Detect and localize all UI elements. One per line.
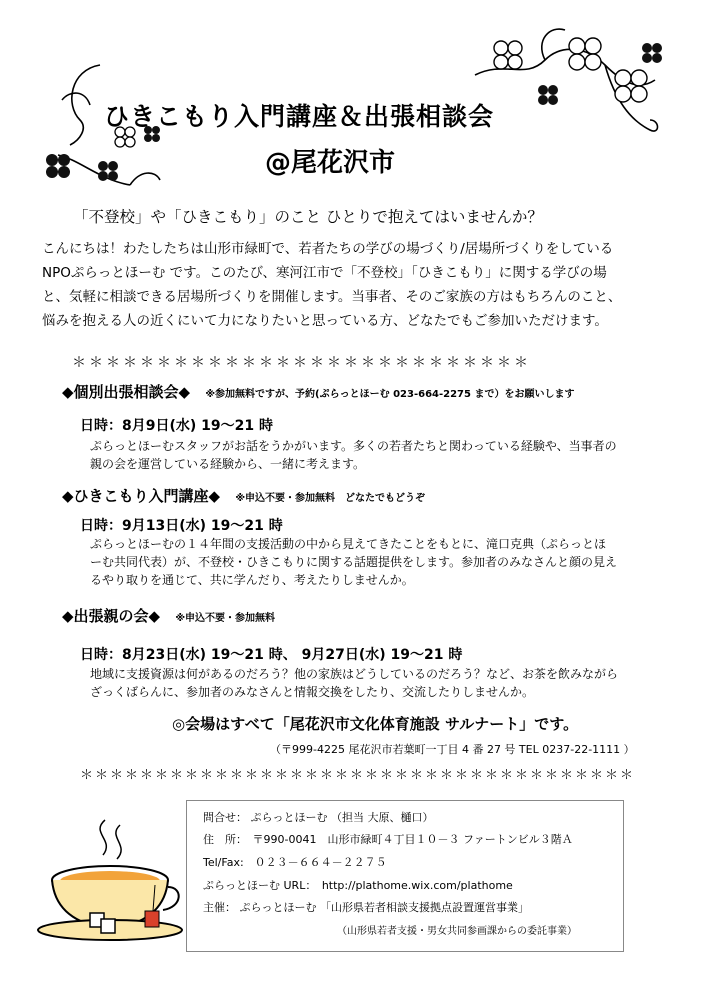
clover-doodle-right (465, 20, 665, 160)
desc-line: 親の会を運営している経験から、一緒に考えます。 (90, 457, 366, 471)
section-lecture-desc (90, 535, 617, 589)
section-note: ※参加無料ですが、予約(ぷらっとほーむ 023-664-2275 まで）をお願いします (205, 389, 575, 400)
section-consultation-desc (90, 437, 617, 473)
intro-line: NPOぷらっとほーむ です。このたび、寒河江市で「不登校」「ひきこもり」に関する学びの場 (42, 265, 607, 281)
section-note: ※申込不要・参加無料 (175, 613, 276, 624)
desc-line: ざっくばらんに、参加者のみなさんと情報交換をしたり、交流したりしませんか。 (90, 685, 535, 699)
contact-info-box (186, 800, 624, 952)
flyer-title: ひきこもり入門講座＆出張相談会 (104, 102, 495, 131)
teacup-illustration (35, 815, 185, 945)
desc-line: ぷらっとほーむスタッフがお話をうかがいます。多くの若者たちと関わっている経験や、当事者の (90, 439, 617, 453)
contact-address: 住 所： 〒990-0041 山形市緑町４丁目１０－３ ファートンビル３階Ａ (203, 833, 573, 846)
section-consultation-date: 日時：8月9日(水) 19～21 時 (80, 418, 273, 434)
desc-line: ーむ共同代表）が、不登校・ひきこもりに関する話題提供をします。参加者のみなさんと顔の見え (90, 555, 618, 569)
intro-paragraph (42, 237, 682, 333)
venue-address: （〒999-4225 尾花沢市若葉町一丁目 4 番 27 号 TEL 0237-22-1111 ） (270, 743, 635, 756)
contact-commission: （山形県若者支援・男女共同参画課からの委託事業） (337, 926, 577, 937)
section-heading-text: ◆出張親の会◆ (62, 607, 161, 625)
section-heading-text: ◆個別出張相談会◆ (62, 383, 191, 401)
section-lecture-date: 日時：9月13日(水) 19～21 時 (80, 518, 283, 534)
section-consultation-heading (62, 381, 574, 402)
section-heading-text: ◆ひきこもり入門講座◆ (62, 487, 221, 505)
venue-notice: ◎会場はすべて「尾花沢市文化体育施設 サルナート」です。 (172, 715, 579, 733)
separator-bottom: ＊＊＊＊＊＊＊＊＊＊＊＊＊＊＊＊＊＊＊＊＊＊＊＊＊＊＊＊＊＊＊＊＊＊＊＊＊ (80, 768, 636, 783)
contact-tel-fax: Tel/Fax: ０２３－６６４－２２７５ (203, 856, 387, 869)
section-parents-heading (62, 605, 275, 626)
contact-host: 主催： ぷらっとほーむ 「山形県若者相談支援拠点設置運営事業」 (203, 901, 529, 914)
desc-line: るやり取りを通じて、共に学んだり、考えたりしませんか。 (90, 573, 414, 587)
flyer-subtitle-location: @尾花沢市 (265, 148, 396, 178)
contact-url: ぷらっとほーむ URL： http://plathome.wix.com/plathome (203, 879, 513, 892)
intro-line: と、気軽に相談できる居場所づくりを開催します。当事者、そのご家族の方はもちろんのこと、 (42, 289, 622, 305)
contact-inquiry: 問合せ： ぷらっとほーむ （担当 大原、樋口） (203, 811, 434, 824)
desc-line: 地域に支援資源は何があるのだろう？他の家族はどうしているのだろう？など、お茶を飲みながら (90, 667, 619, 681)
desc-line: ぷらっとほーむの１４年間の支援活動の中から見えてきたことをもとに、滝口克典（ぷらっとほ (90, 537, 607, 551)
section-parents-desc (90, 665, 618, 701)
tagline: 「不登校」や「ひきこもり」のこと ひとりで抱えてはいませんか？ (73, 208, 543, 226)
section-note: ※申込不要・参加無料 どなたでもどうぞ (235, 493, 426, 504)
section-lecture-heading (62, 485, 425, 506)
separator-top: ＊＊＊＊＊＊＊＊＊＊＊＊＊＊＊＊＊＊＊＊＊＊＊＊＊＊＊ (72, 355, 531, 371)
intro-line: こんにちは！わたしたちは山形市緑町で、若者たちの学びの場づくり/居場所づくりをしている (42, 241, 614, 257)
section-parents-date: 日時：8月23日(水) 19～21 時、 9月27日(水) 19～21 時 (80, 647, 463, 663)
intro-line: 悩みを抱える人の近くにいて力になりたいと思っている方、どなたでもご参加いただけます。 (42, 313, 608, 329)
